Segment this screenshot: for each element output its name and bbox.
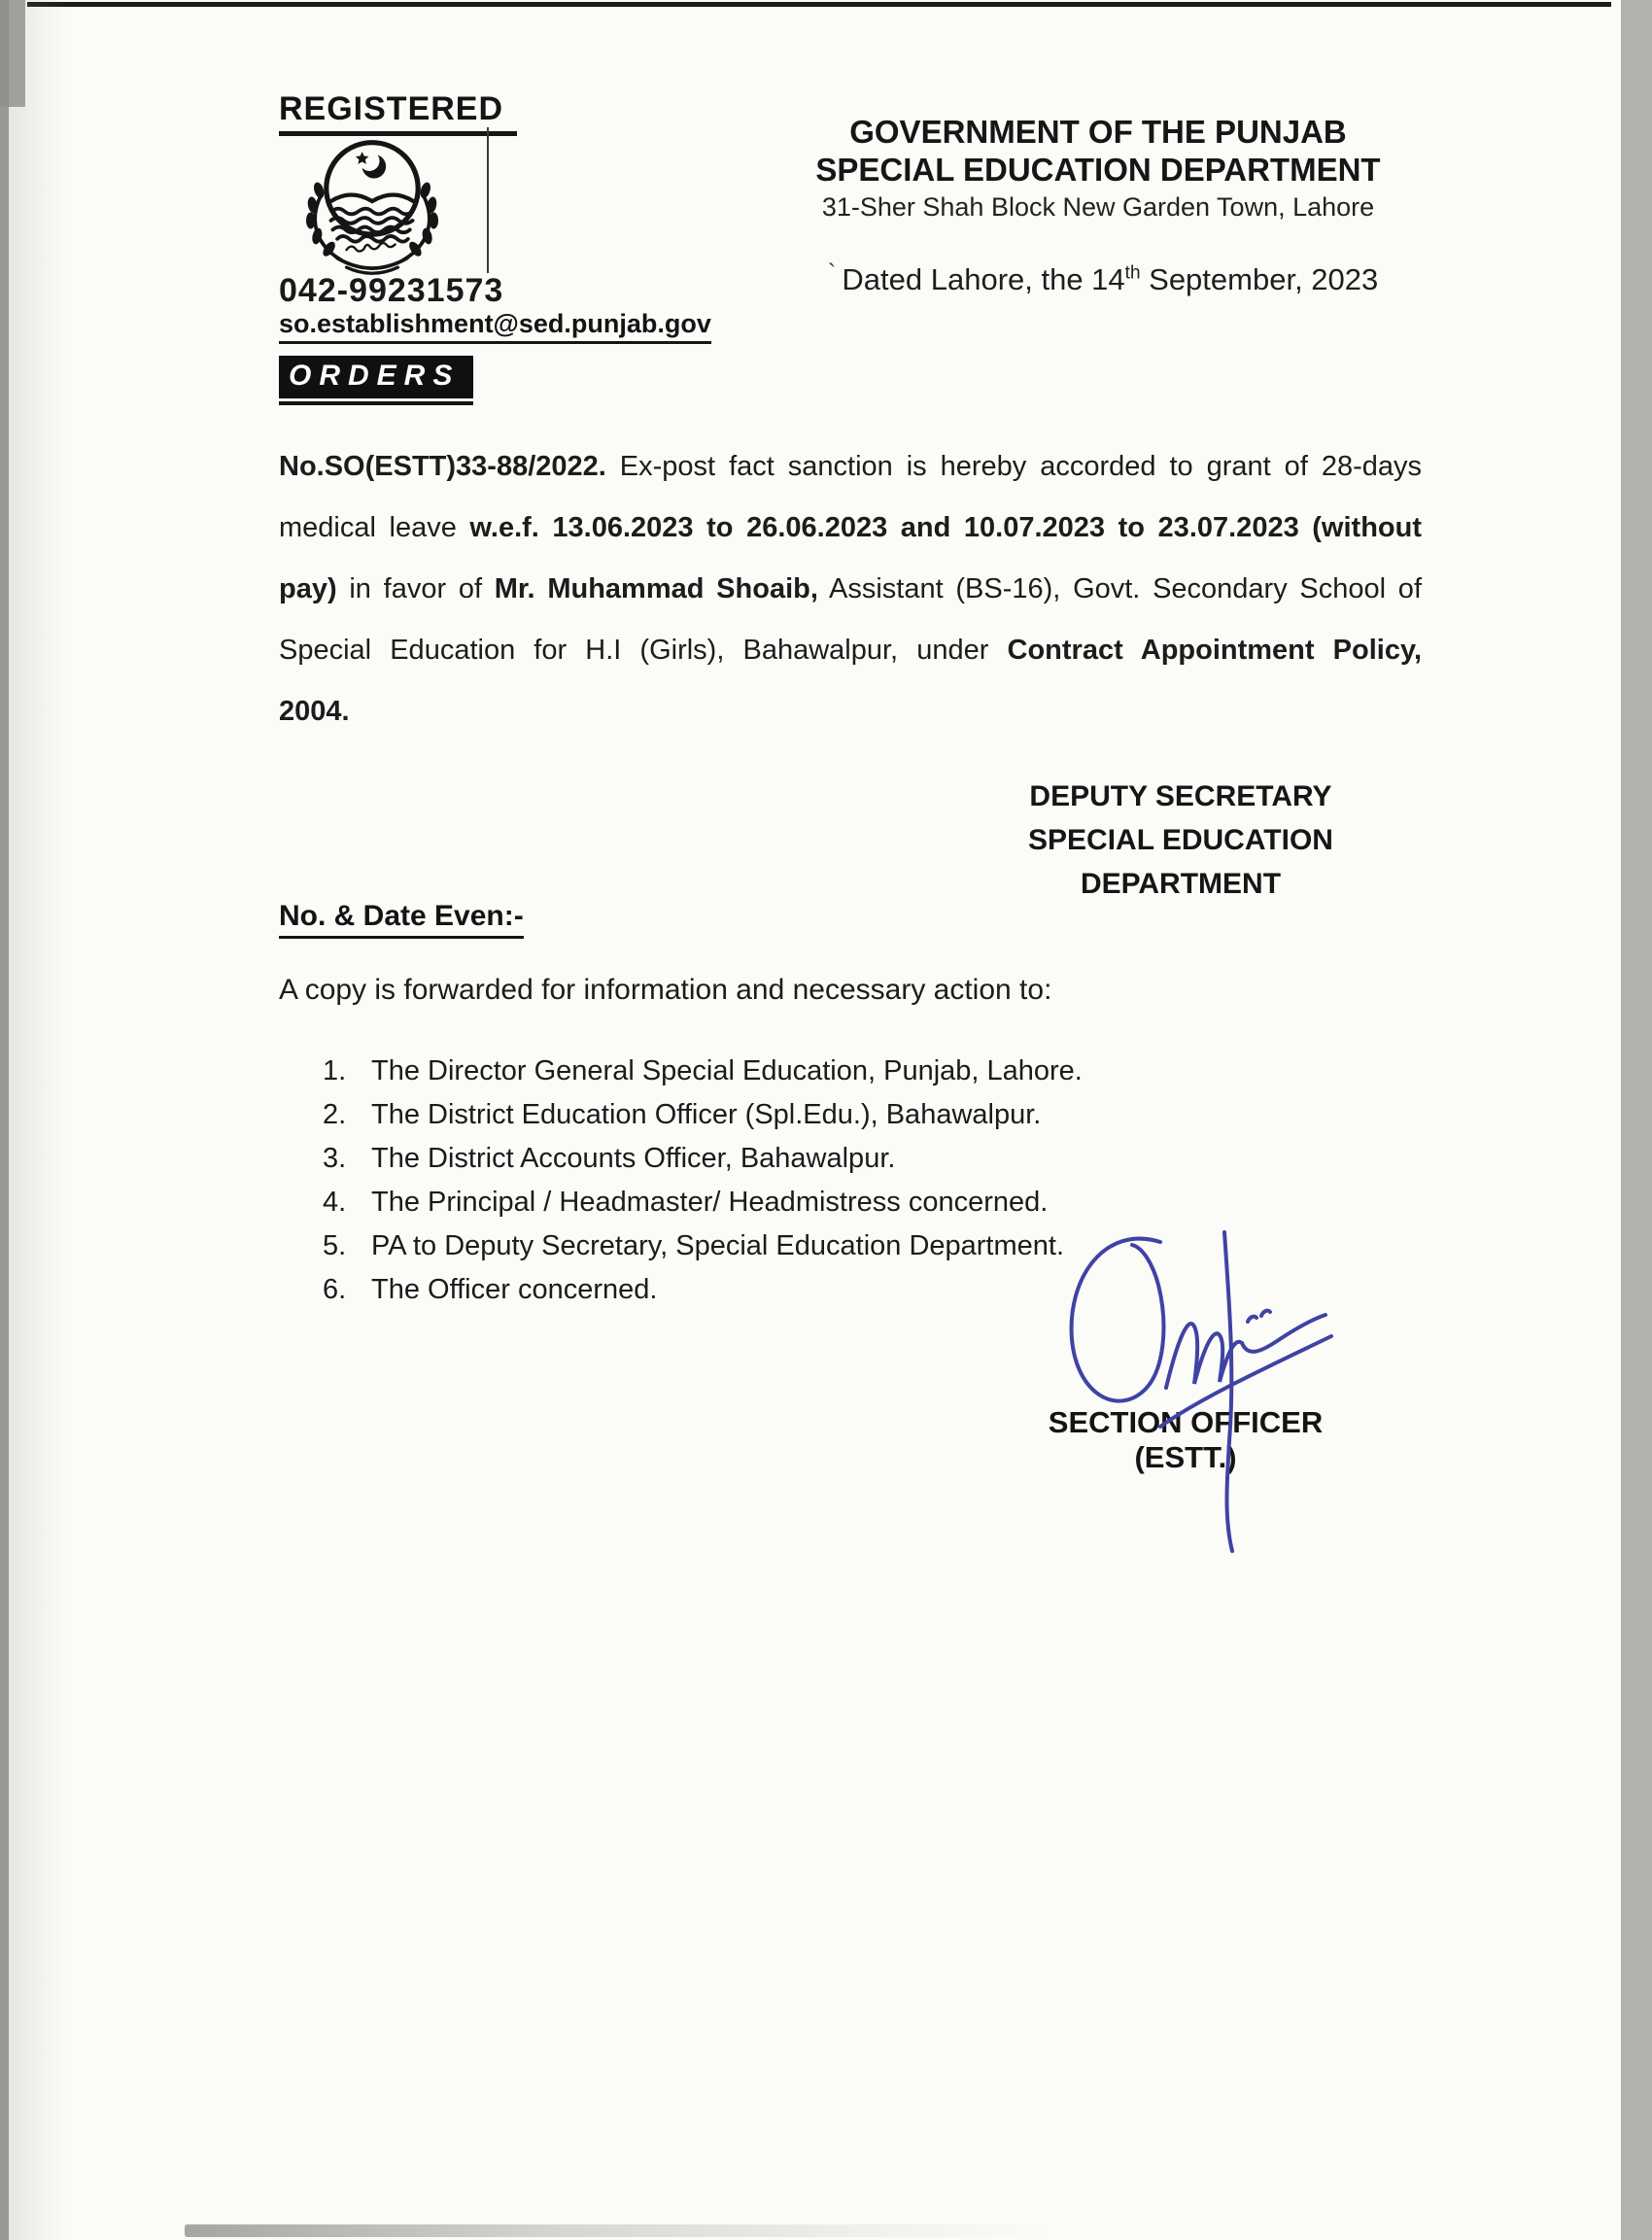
registered-label: REGISTERED [279,90,517,136]
distribution-item [323,1093,1392,1137]
scan-left-shading [9,0,67,2240]
distribution-item-text: The District Education Officer (Spl.Edu.), Bahawalpur. [371,1099,1042,1130]
order-text-run: Assistant (BS-16), Govt. Secondary School of Special Education for H.I (Girls), Bahawalpur, under [279,573,1422,666]
distribution-item-number: 4. [323,1187,347,1218]
scan-vertical-line-artifact [487,127,489,273]
distribution-item-number: 5. [323,1230,347,1261]
header-address-line: 31-Sher Shah Block New Garden Town, Lahore [821,192,1375,222]
distribution-item-number: 1. [323,1055,347,1086]
scan-top-edge-artifact [27,2,1611,7]
date-text: Dated Lahore, the 14 [842,262,1125,296]
distribution-item [323,1137,1392,1181]
order-text-run: Contract Appointment Policy, 2004. [279,635,1422,727]
distribution-intro: A copy is forwarded for information and necessary action to: [279,974,1052,1006]
scan-right-edge-artifact [1621,0,1652,2240]
header-department-line: SPECIAL EDUCATION DEPARTMENT [815,152,1381,188]
order-text-run: in favor of [336,573,495,604]
distribution-item-number: 6. [323,1274,347,1305]
officer-title: SECTION OFFICER (ESTT.) [1048,1405,1324,1474]
date-text-end: September, 2023 [1140,262,1379,296]
order-text-run: Mr. Muhammad Shoaib, [494,573,818,604]
order-paragraph [279,436,1422,742]
orders-heading [279,356,473,405]
distribution-item-number: 2. [323,1099,347,1130]
distribution-item-text: The Principal / Headmaster/ Headmistress concerned. [371,1187,1049,1218]
date-ordinal-suffix: th [1124,262,1141,284]
distribution-item-text: PA to Deputy Secretary, Special Education Department. [371,1230,1065,1261]
punjab-crest-logo [290,129,455,277]
signature-ink [1042,1221,1362,1561]
signatory-line: DEPARTMENT [1080,868,1282,900]
signatory-line: DEPUTY SECRETARY [1029,780,1332,812]
header-government-line: GOVERNMENT OF THE PUNJAB [849,114,1347,150]
scan-left-corner-artifact [0,0,25,107]
reference-label: No. & Date Even:- [279,900,524,939]
scan-tick-artifact: ` [827,258,837,288]
scan-left-edge-artifact [0,0,9,2240]
orders-heading-label: ORDERS [279,356,473,398]
distribution-item [323,1181,1392,1224]
phone-number: 042-99231573 [279,272,504,309]
distribution-item [323,1050,1392,1093]
signatory-block [1025,775,1336,906]
distribution-item-number: 3. [323,1143,347,1174]
date-line [797,258,1409,297]
scan-bottom-smudge-artifact [185,2224,1050,2237]
distribution-item-text: The Officer concerned. [371,1274,658,1305]
email-address: so.establishment@sed.punjab.gov [279,309,711,344]
order-text-run: No.SO(ESTT)33-88/2022. [279,451,606,482]
department-header [797,113,1399,223]
order-text-run: Ex-post fact sanction is hereby accorded to grant of 28-days medical leave [279,451,1422,543]
order-text-run: w.e.f. 13.06.2023 to 26.06.2023 and 10.07.2023 to 23.07.2023 (without pay) [279,512,1422,604]
signatory-line: SPECIAL EDUCATION [1028,824,1333,856]
distribution-item-text: The Director General Special Education, Punjab, Lahore. [371,1055,1083,1086]
distribution-item-text: The District Accounts Officer, Bahawalpur. [371,1143,896,1174]
